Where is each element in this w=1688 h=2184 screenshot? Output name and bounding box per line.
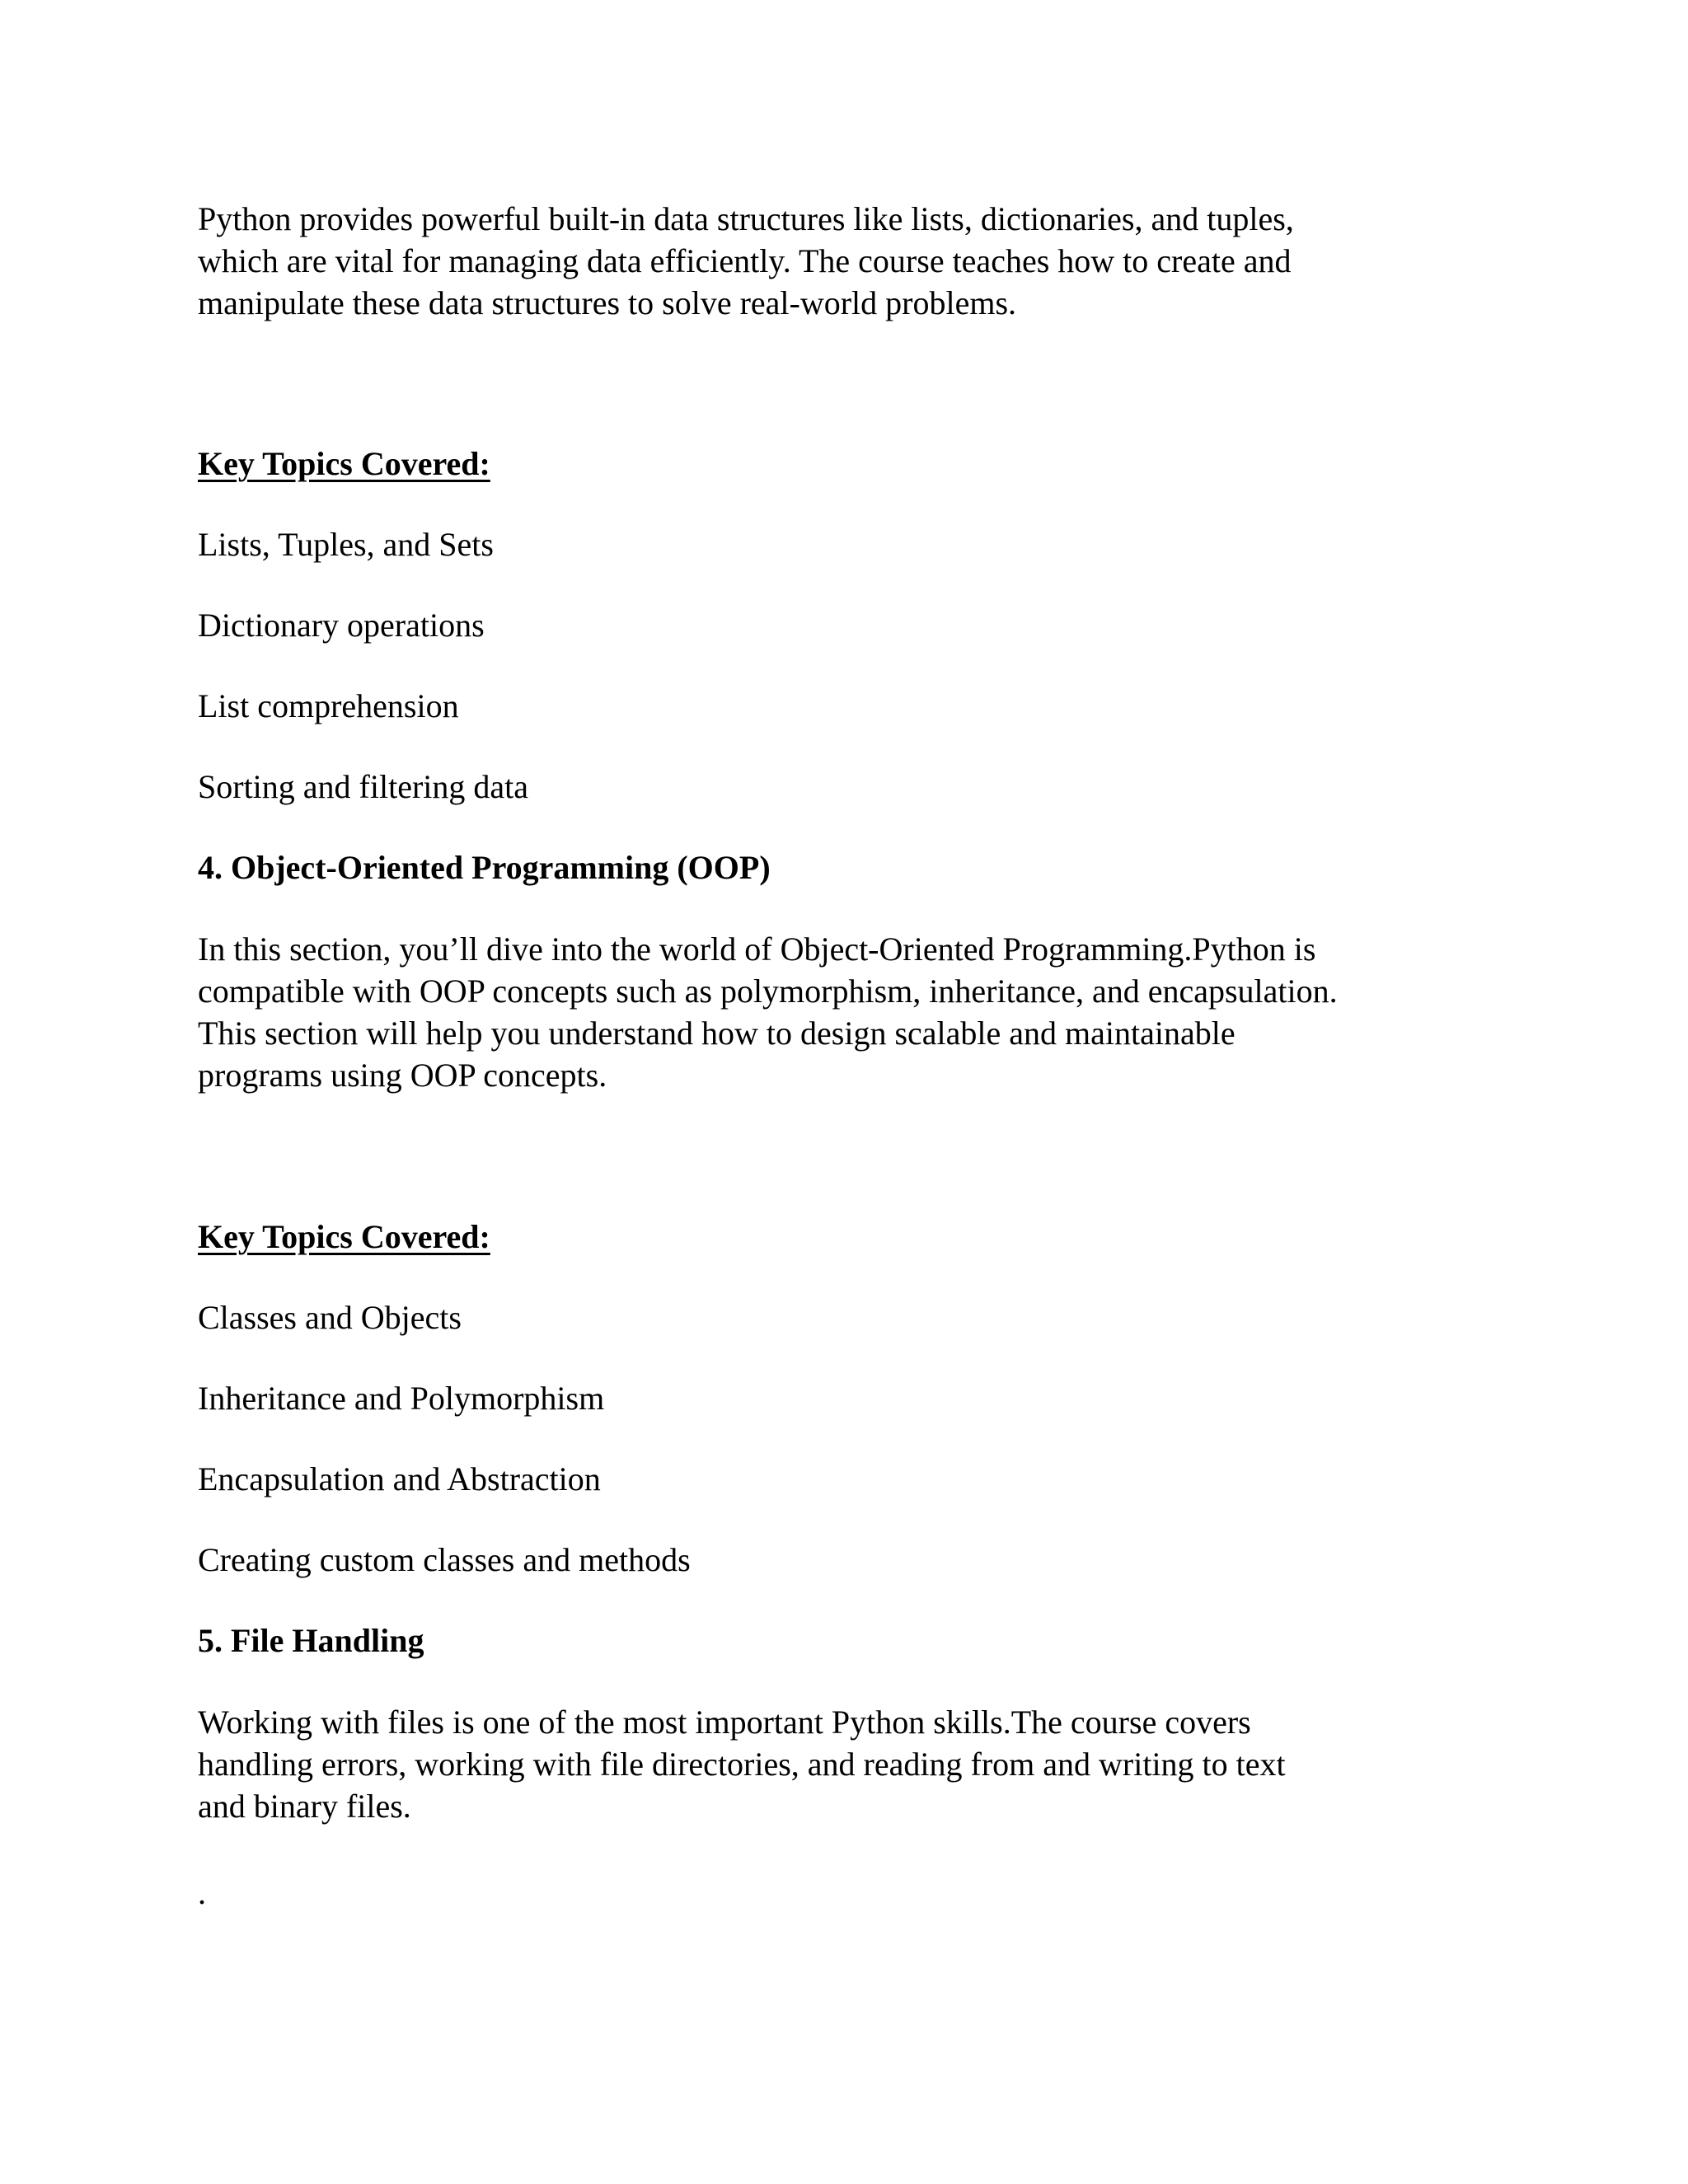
key-topics-heading: Key Topics Covered: [198,445,490,482]
section-paragraph [198,928,1338,1096]
topic-item: Classes and Objects [198,1299,462,1336]
intro-line: manipulate these data structures to solve real-world problems. [198,284,1017,321]
section-paragraph [198,1701,1286,1827]
intro-line: Python provides powerful built-in data structures like lists, dictionaries, and tuples, [198,200,1294,237]
section-line: In this section, you’ll dive into the world of Object-Oriented Programming.Python is [198,930,1316,968]
topic-item: Creating custom classes and methods [198,1541,691,1578]
intro-paragraph [198,198,1294,324]
section-line: handling errors, working with file directories, and reading from and writing to text [198,1746,1286,1783]
section-line: programs using OOP concepts. [198,1057,607,1094]
section-line: compatible with OOP concepts such as polymorphism, inheritance, and encapsulation. [198,972,1338,1010]
section-line: This section will help you understand how to design scalable and maintainable [198,1015,1236,1052]
key-topics-heading: Key Topics Covered: [198,1218,490,1255]
section-heading: 4. Object-Oriented Programming (OOP) [198,849,771,886]
topic-item: Lists, Tuples, and Sets [198,526,494,563]
topic-item: Dictionary operations [198,607,485,644]
topic-item: Inheritance and Polymorphism [198,1380,605,1417]
intro-line: which are vital for managing data efficiently. The course teaches how to create and [198,242,1292,279]
topic-item: List comprehension [198,687,459,724]
topic-item: Sorting and filtering data [198,768,529,805]
trailing-period: . [198,1874,206,1911]
section-heading: 5. File Handling [198,1622,424,1659]
section-line: and binary files. [198,1788,411,1825]
section-line: Working with files is one of the most important Python skills.The course covers [198,1704,1251,1741]
topic-item: Encapsulation and Abstraction [198,1460,601,1497]
